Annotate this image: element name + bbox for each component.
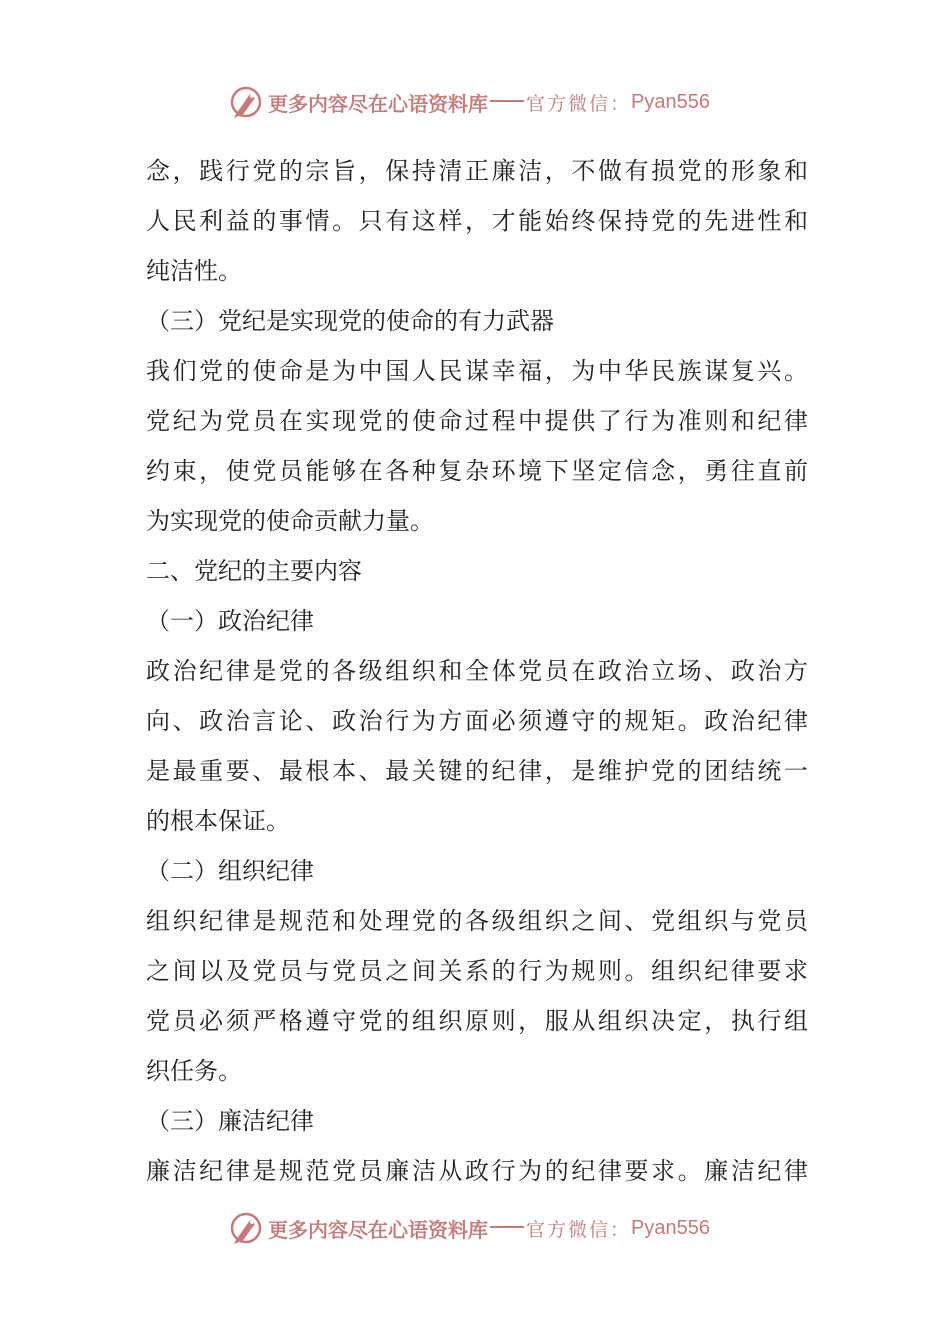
banner-slogan: 更多内容尽在心语资料库 [268, 91, 488, 116]
section-heading: （一）政治纪律 [146, 607, 314, 635]
pen-logo-icon [228, 84, 264, 120]
footer-watermark-banner [228, 1208, 748, 1248]
text-line: 念，践行党的宗旨，保持清正廉洁，不做有损党的形象和 [146, 157, 808, 185]
banner-wechat-label: 官方微信： [526, 1218, 632, 1241]
text-line: 党员必须严格遵守党的组织原则，服从组织决定，执行组 [146, 1007, 808, 1035]
banner-wechat-id: Pyan556 [631, 90, 710, 113]
banner-dash [490, 100, 524, 102]
text-line: 之间以及党员与党员之间关系的行为规则。组织纪律要求 [146, 957, 808, 985]
text-line: 廉洁纪律是规范党员廉洁从政行为的纪律要求。廉洁纪律 [146, 1157, 808, 1185]
section-heading: （二）组织纪律 [146, 857, 314, 885]
text-line: 向、政治言论、政治行为方面必须遵守的规矩。政治纪律 [146, 707, 808, 735]
banner-dash [490, 1226, 524, 1228]
text-line: 政治纪律是党的各级组织和全体党员在政治立场、政治方 [146, 657, 808, 685]
text-line: 党纪为党员在实现党的使命过程中提供了行为准则和纪律 [146, 407, 808, 435]
text-line: 织任务。 [146, 1057, 242, 1085]
text-line: 组织纪律是规范和处理党的各级组织之间、党组织与党员 [146, 907, 808, 935]
banner-wechat-id: Pyan556 [631, 1216, 710, 1239]
section-heading: （三）廉洁纪律 [146, 1107, 314, 1135]
banner-wechat-label: 官方微信： [526, 92, 632, 115]
section-heading: （三）党纪是实现党的使命的有力武器 [146, 307, 554, 335]
text-line: 纯洁性。 [146, 257, 242, 285]
pen-logo-icon [228, 1210, 264, 1246]
text-line: 约束，使党员能够在各种复杂环境下坚定信念，勇往直前 [146, 457, 808, 485]
text-line: 的根本保证。 [146, 807, 290, 835]
text-line: 为实现党的使命贡献力量。 [146, 507, 434, 535]
chapter-heading: 二、党纪的主要内容 [146, 557, 362, 585]
header-watermark-banner [228, 82, 748, 122]
text-line: 是最重要、最根本、最关键的纪律，是维护党的团结统一 [146, 757, 808, 785]
text-line: 人民利益的事情。只有这样，才能始终保持党的先进性和 [146, 207, 808, 235]
document-body [146, 146, 808, 1196]
text-line: 我们党的使命是为中国人民谋幸福，为中华民族谋复兴。 [146, 357, 808, 385]
banner-slogan: 更多内容尽在心语资料库 [268, 1217, 488, 1242]
